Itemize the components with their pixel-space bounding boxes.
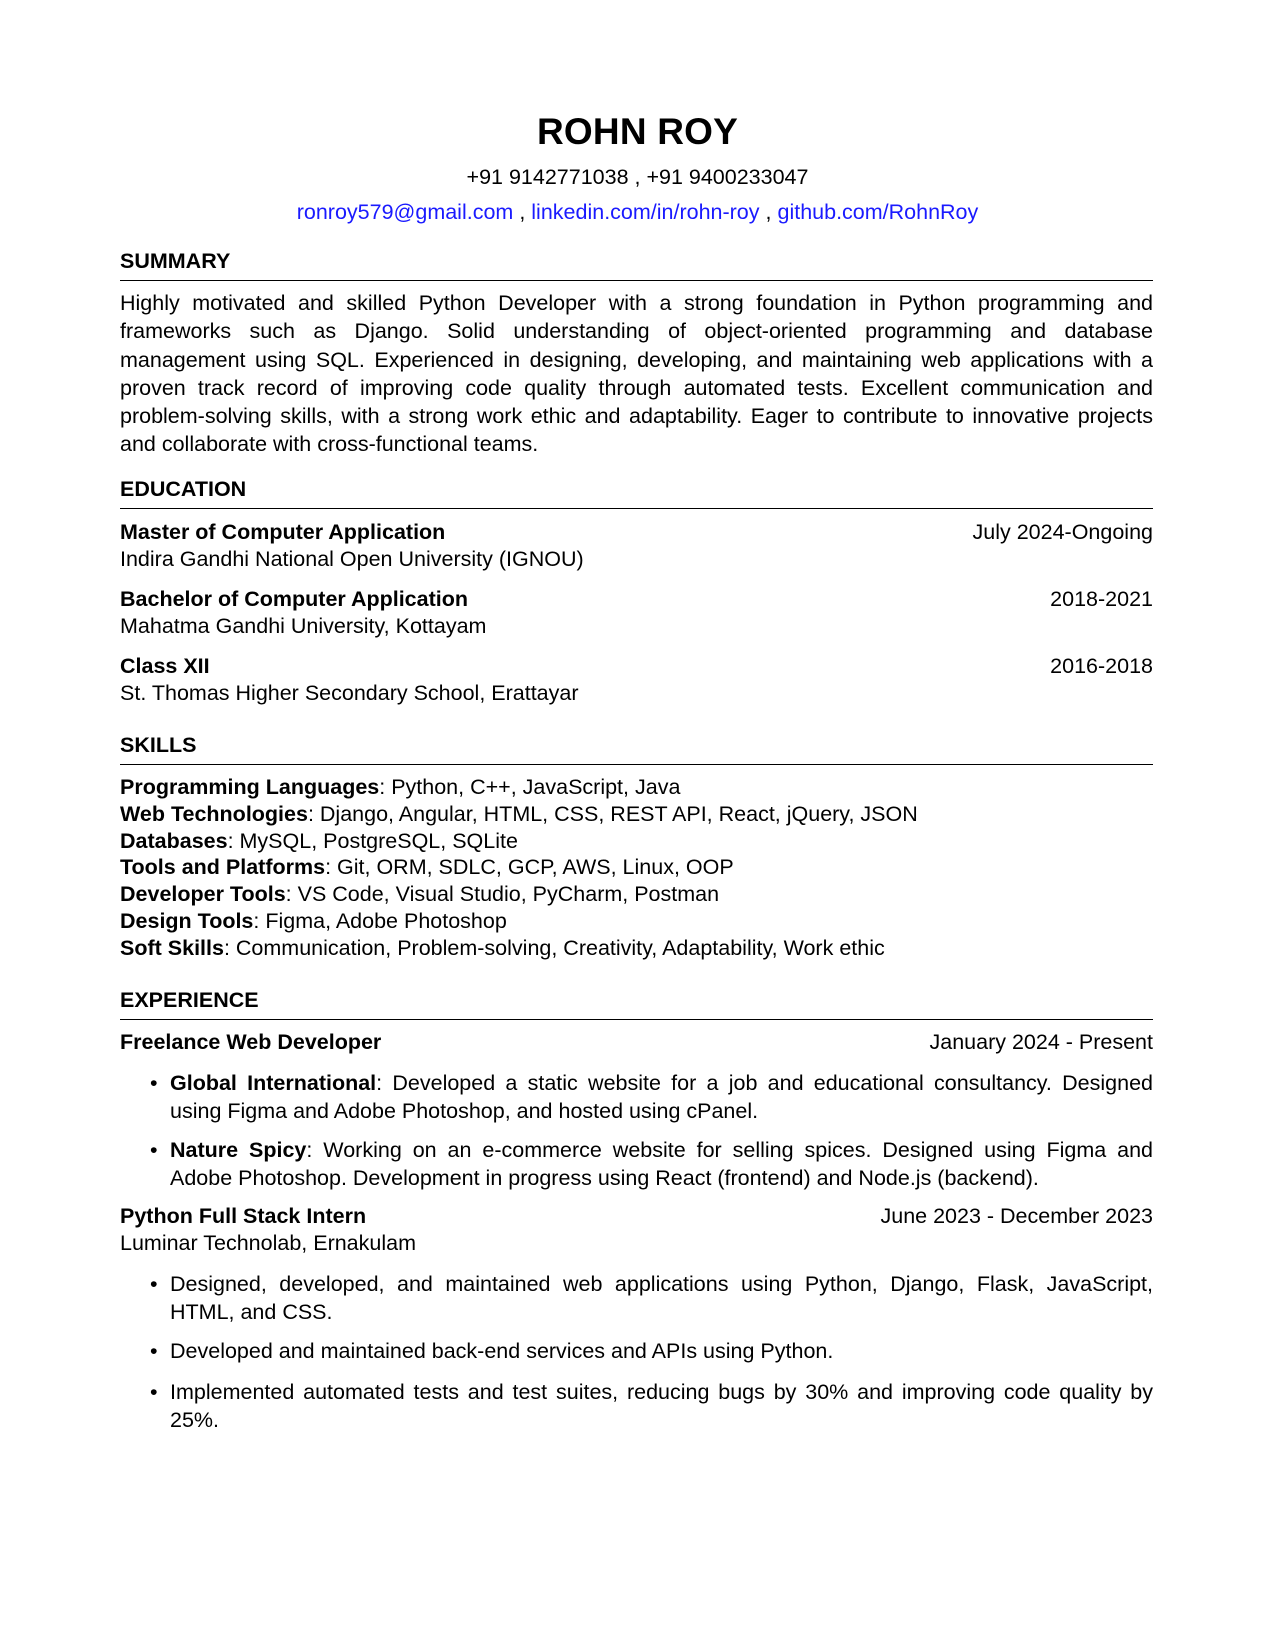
job-bullet — [150, 1378, 1153, 1435]
education-entry — [120, 520, 1153, 545]
github-link[interactable]: github.com/RohnRoy — [777, 200, 979, 224]
job-role: Python Full Stack Intern — [120, 1204, 367, 1228]
phone-numbers: +91 9142771038 , +91 9400233047 — [466, 165, 809, 189]
skill-label: Developer Tools — [120, 882, 286, 906]
separator: , — [519, 200, 526, 224]
candidate-name: ROHN ROY — [537, 111, 738, 152]
skill-label: Web Technologies — [120, 802, 308, 826]
skill-value: : Figma, Adobe Photoshop — [253, 909, 507, 933]
linkedin-link[interactable]: linkedin.com/in/rohn-roy — [531, 200, 760, 224]
job-entry — [120, 1030, 1153, 1055]
skill-line — [120, 936, 1153, 961]
experience-heading: EXPERIENCE — [120, 988, 259, 1012]
skill-line — [120, 909, 1153, 934]
section-divider — [120, 764, 1153, 765]
degree-title: Bachelor of Computer Application — [120, 587, 468, 611]
education-heading: EDUCATION — [120, 477, 247, 501]
skill-line — [120, 775, 1153, 800]
education-date: 2016-2018 — [1050, 654, 1153, 678]
skill-line — [120, 802, 1153, 827]
summary-heading: SUMMARY — [120, 249, 231, 273]
bullet-icon: • — [150, 1138, 158, 1162]
skill-label: Tools and Platforms — [120, 855, 326, 879]
bullet-text: Developed and maintained back-end services and APIs using Python. — [170, 1339, 834, 1363]
skills-heading: SKILLS — [120, 733, 197, 757]
job-bullet — [150, 1270, 1153, 1327]
bullet-text: Implemented automated tests and test suites, reducing bugs by 30% and improving code quality by 25%. — [170, 1380, 1153, 1433]
degree-title: Class XII — [120, 654, 210, 678]
section-divider — [120, 280, 1153, 281]
skill-label: Design Tools — [120, 909, 254, 933]
job-date: June 2023 - December 2023 — [880, 1204, 1153, 1228]
bullet-text: Designed, developed, and maintained web applications using Python, Django, Flask, JavaScript, HTML, and CSS. — [170, 1272, 1153, 1325]
skill-label: Programming Languages — [120, 775, 380, 799]
summary-text: Highly motivated and skilled Python Developer with a strong foundation in Python programming and frameworks such as Django. Solid understanding of object-oriented programming and database management using SQL. Experienced in designing, developing, and maintaining web applications with a proven track record of improving code quality through automated tests. Excellent communication and problem-solving skills, with a strong work ethic and adaptability. Eager to contribute to innovative projects and collaborate with cross-functional teams. — [120, 291, 1153, 457]
education-entry — [120, 587, 1153, 612]
bullet-icon: • — [150, 1071, 158, 1095]
bullet-icon: • — [150, 1272, 158, 1296]
education-date: July 2024-Ongoing — [972, 520, 1153, 544]
skill-value: : Django, Angular, HTML, CSS, REST API, React, jQuery, JSON — [307, 802, 918, 826]
section-divider — [120, 508, 1153, 509]
bullet-text: : Developed a static website for a job and educational consultancy. Designed using Figma and Adobe Photoshop, and hosted using cPanel. — [170, 1071, 1153, 1124]
school-name: Indira Gandhi National Open University (IGNOU) — [120, 547, 584, 571]
skill-value: : Python, C++, JavaScript, Java — [379, 775, 681, 799]
school-name: Mahatma Gandhi University, Kottayam — [120, 614, 487, 638]
company-name: Luminar Technolab, Ernakulam — [120, 1231, 416, 1255]
education-date: 2018-2021 — [1050, 587, 1153, 611]
skill-value: : Git, ORM, SDLC, GCP, AWS, Linux, OOP — [325, 855, 734, 879]
contact-links — [0, 200, 1275, 225]
skill-value: : Communication, Problem-solving, Creativity, Adaptability, Work ethic — [223, 936, 885, 960]
job-bullet — [150, 1136, 1153, 1193]
job-bullet — [150, 1069, 1153, 1126]
email-link[interactable]: ronroy579@gmail.com — [296, 200, 514, 224]
project-name: Nature Spicy — [170, 1138, 307, 1162]
bullet-text: : Working on an e-commerce website for selling spices. Designed using Figma and Adobe Photoshop. Development in progress using React (frontend) and Node.js (backend). — [170, 1138, 1153, 1191]
skill-line — [120, 882, 1153, 907]
job-entry — [120, 1204, 1153, 1229]
bullet-icon: • — [150, 1339, 158, 1363]
section-divider — [120, 1019, 1153, 1020]
job-date: January 2024 - Present — [929, 1030, 1153, 1054]
skill-value: : MySQL, PostgreSQL, SQLite — [227, 829, 518, 853]
project-name: Global International — [170, 1071, 377, 1095]
job-bullet — [150, 1337, 1153, 1365]
job-role: Freelance Web Developer — [120, 1030, 382, 1054]
skill-line — [120, 855, 1153, 880]
degree-title: Master of Computer Application — [120, 520, 446, 544]
skill-value: : VS Code, Visual Studio, PyCharm, Postman — [285, 882, 720, 906]
school-name: St. Thomas Higher Secondary School, Erattayar — [120, 681, 579, 705]
skill-line — [120, 829, 1153, 854]
education-entry — [120, 654, 1153, 679]
skill-label: Databases — [120, 829, 228, 853]
separator: , — [765, 200, 772, 224]
skill-label: Soft Skills — [120, 936, 224, 960]
bullet-icon: • — [150, 1380, 158, 1404]
